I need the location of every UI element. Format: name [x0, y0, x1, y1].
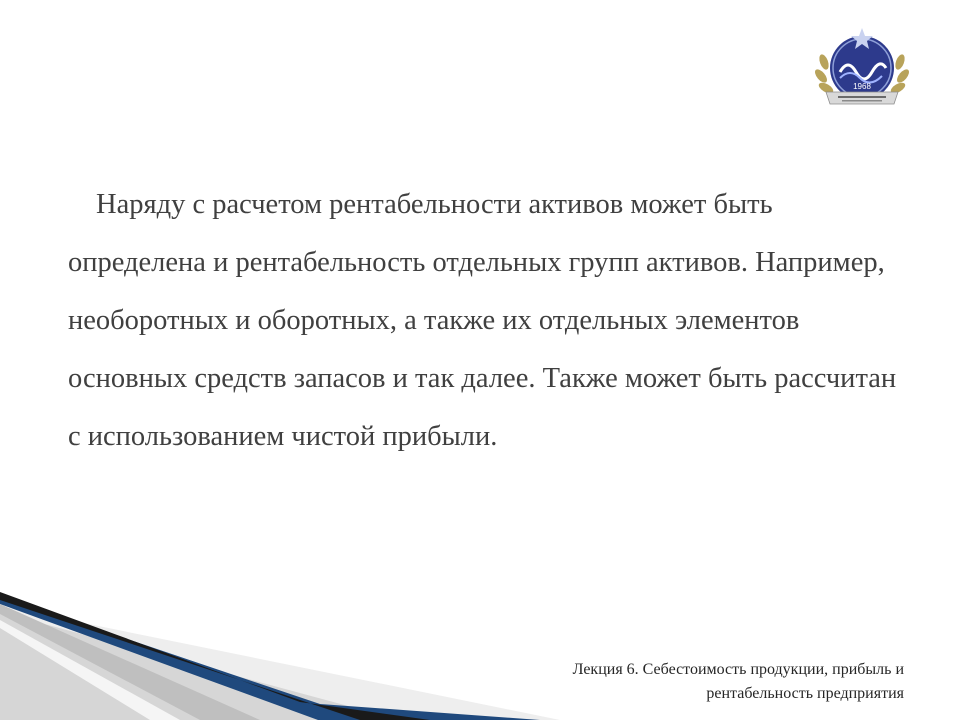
- slide-body-text: Наряду с расчетом рентабельности активов может быть определена и рентабельность отдельных групп активов. Например, необоротных и оборотных, а также их отдельных элементов основных средств запасов и так далее. Также может быть рассчитан с использованием чистой прибыли.: [68, 189, 897, 452]
- university-emblem-icon: [810, 22, 914, 108]
- emblem-year: 1968: [853, 82, 871, 91]
- footer-caption: Лекция 6. Себестоимость продукции, прибыль и рентабельность предприятия: [572, 661, 904, 702]
